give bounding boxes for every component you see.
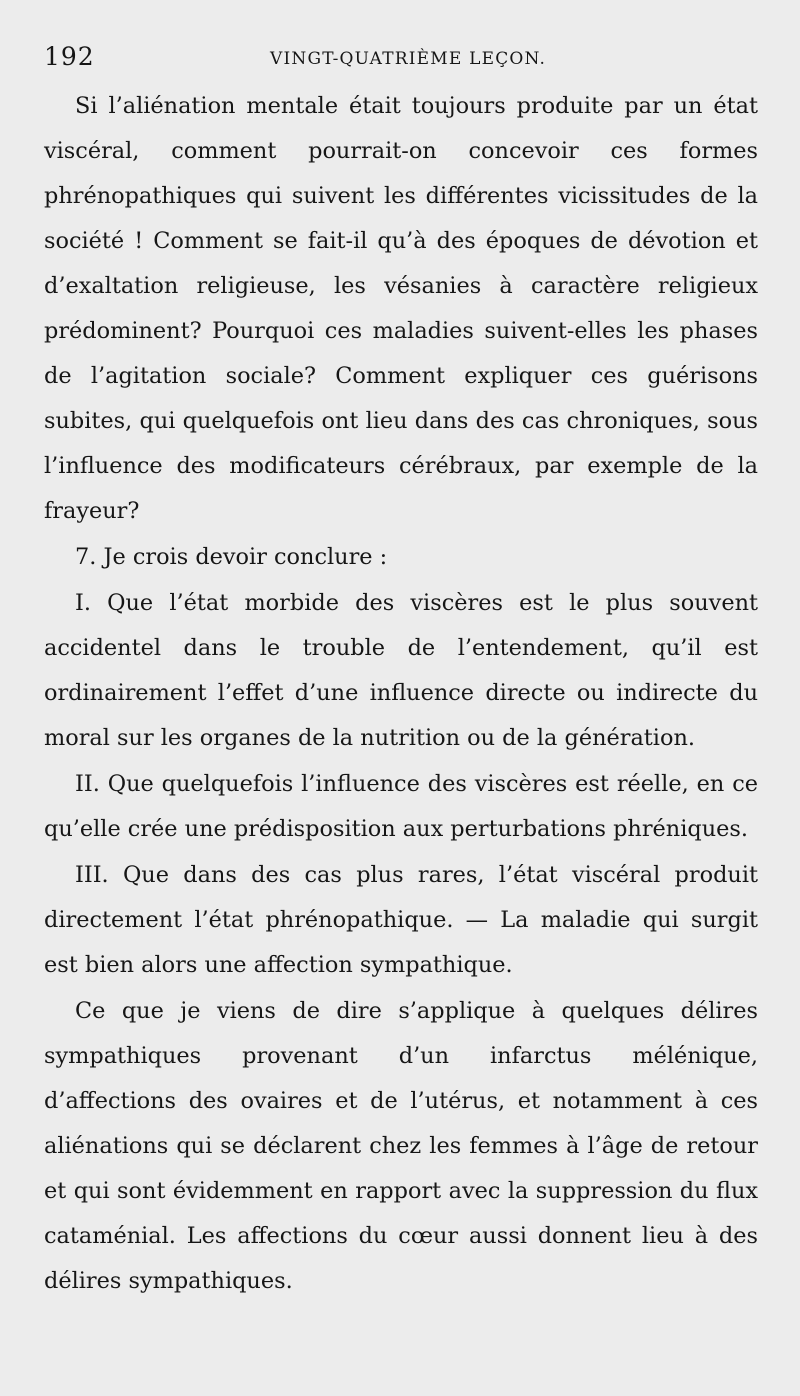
page-number: 192 xyxy=(44,42,95,71)
paragraph-conclusion-3: III. Que dans des cas plus rares, l’état viscéral produit directement l’état phrénopathique. — La maladie qui surgit est bien alors une affection sympathique. xyxy=(44,862,758,978)
paragraph-conclusion-1: I. Que l’état morbide des viscères est le plus souvent accidentel dans le trouble de l’entendement, qu’il est ordinairement l’effet d’une influence directe ou indirecte du moral sur les organes de la nutrition ou de la génération. xyxy=(44,590,758,751)
running-head xyxy=(44,36,758,84)
paragraph-conclusion-2: II. Que quelquefois l’influence des viscères est réelle, en ce qu’elle crée une prédisposition aux perturbations phréniques. xyxy=(44,771,758,842)
paragraph-intro: Si l’aliénation mentale était toujours produite par un état viscéral, comment pourrait-on concevoir ces formes phrénopathiques qui suivent les différentes vicissitudes de la société ! Comment se fait-il qu’à des époques de dévotion et d’exaltation religieuse, les vésanies à caractère religieux prédominent? Pourquoi ces maladies suivent-elles les phases de l’agitation sociale? Comment expliquer ces guérisons subites, qui quelquefois ont lieu dans des cas chroniques, sous l’influence des modificateurs cérébraux, par exemple de la frayeur? xyxy=(44,93,758,524)
paragraph-final: Ce que je viens de dire s’applique à quelques délires sympathiques provenant d’un infarctus mélénique, d’affections des ovaires et de l’utérus, et notamment à ces aliénations qui se déclarent chez les femmes à l’âge de retour et qui sont évidemment en rapport avec la suppression du flux cataménial. Les affections du cœur aussi donnent lieu à des délires sympathiques. xyxy=(44,998,758,1294)
running-title: VINGT-QUATRIÈME LEÇON. xyxy=(270,49,547,69)
body-text xyxy=(44,84,758,1304)
paragraph-conclusion-lead: 7. Je crois devoir conclure : xyxy=(75,544,388,570)
